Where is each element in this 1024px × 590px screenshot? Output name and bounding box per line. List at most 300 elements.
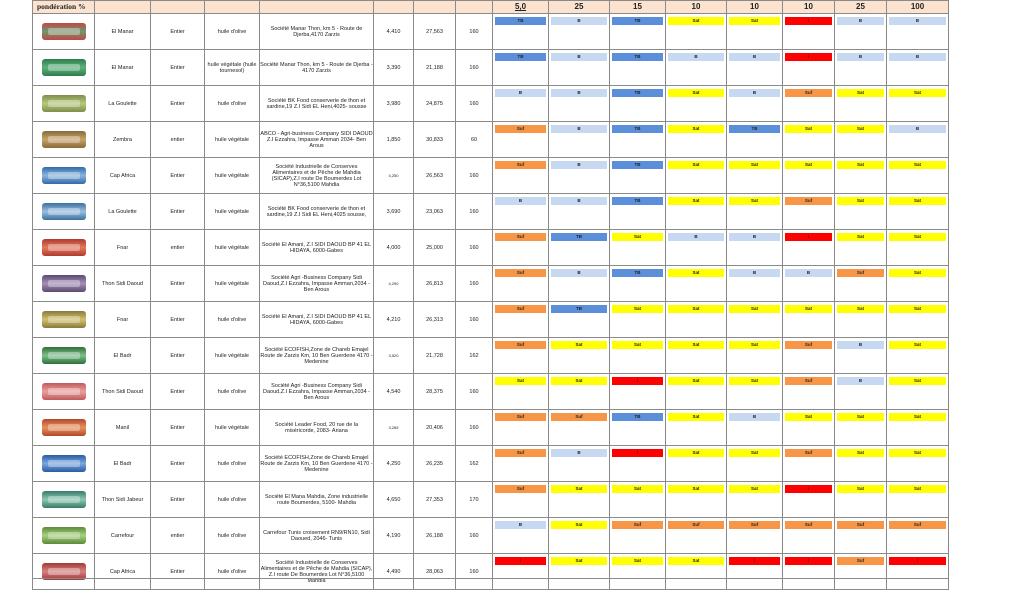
rating-badge: I: [785, 53, 832, 61]
price-cell: 4,250: [374, 446, 414, 482]
rating-badge: Sat: [668, 485, 724, 493]
rating-badge: B: [729, 89, 780, 97]
rating-badge: Sat: [729, 449, 780, 457]
rating-cell: [610, 518, 666, 554]
weight-cell: 160: [456, 14, 493, 50]
rating-cell: [549, 122, 610, 158]
rating-cell: [666, 194, 727, 230]
rating-badge: Sat: [729, 485, 780, 493]
price-cell: 4,190: [374, 518, 414, 554]
rating-badge: Sat: [729, 341, 780, 349]
rating-cell: [783, 194, 835, 230]
tuna-can-image: [42, 311, 86, 328]
rating-cell: [493, 194, 549, 230]
rating-badge: Suf: [837, 269, 884, 277]
weight-cell: 160: [456, 266, 493, 302]
rating-cell: [549, 518, 610, 554]
weight-cell: 160: [456, 50, 493, 86]
rating-cell: [887, 302, 949, 338]
rating-badge: Sat: [495, 377, 546, 385]
rating-badge: B: [551, 89, 607, 97]
tuna-can-image: [42, 59, 86, 76]
rating-badge: Sat: [889, 197, 946, 205]
rating-cell: [610, 230, 666, 266]
rating-badge: B: [837, 17, 884, 25]
brand-cell: Cap Africa: [95, 554, 151, 590]
rating-cell: [666, 446, 727, 482]
rating-cell: [727, 410, 783, 446]
rating-cell: [493, 410, 549, 446]
form-cell: Entier: [151, 554, 205, 590]
rating-badge: Sat: [889, 161, 946, 169]
rating-badge: Suf: [551, 413, 607, 421]
rating-cell: [783, 50, 835, 86]
rating-cell: [549, 338, 610, 374]
rating-cell: [549, 266, 610, 302]
company-cell: Société Industrielle de Conserves Alimentaires et de Pêche de Mahdia (SICAP),Z.I route De Boumerdes Lot N°36,5100 Mahdia: [260, 158, 374, 194]
oil-type-cell: huile végétale: [205, 338, 260, 374]
rating-badge: Suf: [495, 341, 546, 349]
price-cell: 3,265: [374, 410, 414, 446]
company-cell: Société El Mana Mahdia, Zone industrielle route Boumerdes, 5100- Mahdia: [260, 482, 374, 518]
weight-cell: 162: [456, 338, 493, 374]
rating-badge: B: [551, 269, 607, 277]
oil-type-cell: huile végétale (huile tournesol): [205, 50, 260, 86]
rating-cell: [549, 446, 610, 482]
brand-cell: Manil: [95, 410, 151, 446]
rating-badge: B: [668, 53, 724, 61]
brand-cell: Carrefour: [95, 518, 151, 554]
price-cell: 4,410: [374, 14, 414, 50]
rating-badge: Sat: [889, 233, 946, 241]
rating-cell: [493, 14, 549, 50]
ponderation-label: pondération %: [33, 1, 95, 14]
rating-cell: [727, 14, 783, 50]
rating-badge: Sat: [668, 269, 724, 277]
rating-badge: Sat: [612, 485, 663, 493]
rating-badge: Sat: [668, 197, 724, 205]
company-cell: Société Industrielle de Conserves Alimentaires et de Pêche de Mahdia (SICAP), Z.I route De Boumerdes Lot N°36,5100 Mahdia: [260, 554, 374, 590]
price-per-kg-cell: 23,063: [414, 194, 456, 230]
oil-type-cell: huile d'olive: [205, 302, 260, 338]
oil-type-cell: huile d'olive: [205, 518, 260, 554]
rating-cell: [727, 194, 783, 230]
tuna-can-image: [42, 455, 86, 472]
weight-cell: 160: [456, 518, 493, 554]
rating-cell: [666, 86, 727, 122]
rating-cell: [610, 14, 666, 50]
rating-badge: Sat: [729, 161, 780, 169]
company-cell: Société BK Food conserverie de thon et sardine,19 Z.I Sidi EL Heni,4025 sousse,: [260, 194, 374, 230]
rating-badge: Sat: [837, 485, 884, 493]
rating-cell: [835, 122, 887, 158]
rating-badge: B: [729, 413, 780, 421]
rating-badge: TB: [612, 53, 663, 61]
rating-cell: [783, 518, 835, 554]
rating-badge: Sat: [837, 197, 884, 205]
rating-cell: [666, 338, 727, 374]
rating-badge: I: [612, 449, 663, 457]
rating-cell: [610, 446, 666, 482]
rating-badge: Sat: [889, 305, 946, 313]
table-row: [33, 194, 949, 230]
table-row: [33, 374, 949, 410]
product-image-cell: [33, 122, 95, 158]
rating-badge: Sat: [612, 233, 663, 241]
rating-badge: TB: [495, 17, 546, 25]
header-blank: [414, 1, 456, 14]
rating-badge: Sat: [889, 413, 946, 421]
form-cell: Entier: [151, 482, 205, 518]
rating-cell: [887, 374, 949, 410]
rating-badge: Sat: [668, 89, 724, 97]
rating-badge: Sat: [729, 377, 780, 385]
rating-cell: [727, 518, 783, 554]
weight-cell: 160: [456, 230, 493, 266]
rating-cell: [727, 482, 783, 518]
rating-badge: Sat: [668, 557, 724, 565]
rating-badge: TB: [612, 413, 663, 421]
rating-cell: [835, 302, 887, 338]
rating-cell: [549, 50, 610, 86]
rating-cell: [666, 230, 727, 266]
rating-cell: [666, 158, 727, 194]
rating-cell: [727, 302, 783, 338]
product-image-cell: [33, 50, 95, 86]
oil-type-cell: huile d'olive: [205, 482, 260, 518]
rating-cell: [835, 446, 887, 482]
rating-cell: [549, 194, 610, 230]
rating-cell: [666, 518, 727, 554]
oil-type-cell: huile végétale: [205, 122, 260, 158]
rating-badge: Sat: [612, 557, 663, 565]
header-row: [33, 1, 949, 14]
rating-cell: [493, 374, 549, 410]
price-per-kg-cell: 26,813: [414, 266, 456, 302]
rating-badge: Suf: [495, 449, 546, 457]
brand-cell: La Goulette: [95, 194, 151, 230]
brand-cell: El Manar: [95, 14, 151, 50]
rating-badge: Suf: [495, 269, 546, 277]
rating-badge: Sat: [668, 341, 724, 349]
form-cell: entier: [151, 230, 205, 266]
rating-badge: TB: [612, 197, 663, 205]
form-cell: Entier: [151, 338, 205, 374]
price-per-kg-cell: 21,188: [414, 50, 456, 86]
rating-cell: [887, 50, 949, 86]
price-per-kg-cell: 28,063: [414, 554, 456, 590]
tuna-can-image: [42, 419, 86, 436]
rating-badge: TB: [612, 161, 663, 169]
tuna-can-image: [42, 275, 86, 292]
brand-cell: Thon Sidi Daoud: [95, 374, 151, 410]
rating-badge: B: [551, 161, 607, 169]
table-row: [33, 230, 949, 266]
rating-cell: [887, 230, 949, 266]
product-image-cell: [33, 446, 95, 482]
rating-cell: [783, 122, 835, 158]
price-cell: 3,390: [374, 50, 414, 86]
price-per-kg-cell: 24,875: [414, 86, 456, 122]
rating-cell: [549, 374, 610, 410]
product-image-cell: [33, 266, 95, 302]
rating-badge: Sat: [612, 341, 663, 349]
rating-badge: I: [785, 485, 832, 493]
price-per-kg-cell: 25,000: [414, 230, 456, 266]
price-per-kg-cell: 28,375: [414, 374, 456, 410]
brand-cell: Fnar: [95, 302, 151, 338]
rating-cell: [493, 302, 549, 338]
rating-cell: [610, 302, 666, 338]
rating-cell: [549, 302, 610, 338]
rating-cell: [783, 266, 835, 302]
rating-badge: Sat: [837, 161, 884, 169]
form-cell: Entier: [151, 86, 205, 122]
rating-badge: Sat: [837, 125, 884, 133]
brand-cell: Thon Sidi Daoud: [95, 266, 151, 302]
weight-header: 10: [727, 1, 783, 14]
form-cell: Entier: [151, 50, 205, 86]
table-row: [33, 446, 949, 482]
rating-badge: Suf: [729, 521, 780, 529]
rating-badge: Suf: [785, 521, 832, 529]
rating-cell: [493, 482, 549, 518]
rating-badge: Sat: [889, 485, 946, 493]
rating-badge: B: [551, 17, 607, 25]
rating-badge: Sat: [837, 89, 884, 97]
rating-cell: [727, 86, 783, 122]
weight-header: 25: [835, 1, 887, 14]
rating-cell: [835, 266, 887, 302]
oil-type-cell: huile d'olive: [205, 374, 260, 410]
form-cell: Entier: [151, 410, 205, 446]
rating-badge: Sat: [612, 305, 663, 313]
price-per-kg-cell: 27,563: [414, 14, 456, 50]
rating-badge: Sat: [785, 413, 832, 421]
form-cell: Entier: [151, 194, 205, 230]
rating-badge: Sat: [668, 413, 724, 421]
rating-badge: Sat: [551, 557, 607, 565]
rating-badge: Sat: [729, 17, 780, 25]
rating-cell: [835, 14, 887, 50]
rating-badge: B: [495, 521, 546, 529]
price-per-kg-cell: 26,313: [414, 302, 456, 338]
rating-badge: B: [668, 233, 724, 241]
tuna-can-image: [42, 239, 86, 256]
header-blank: [205, 1, 260, 14]
price-per-kg-cell: 26,563: [414, 158, 456, 194]
rating-badge: Suf: [612, 521, 663, 529]
rating-cell: [610, 86, 666, 122]
tuna-can-image: [42, 347, 86, 364]
rating-badge: Sat: [837, 449, 884, 457]
rating-cell: [887, 338, 949, 374]
company-cell: Société ECOFISH,Zone de Chareb Emajel Route de Zarzis Km, 10 Ben Guerdene 4170 - Medenine: [260, 338, 374, 374]
product-image-cell: [33, 302, 95, 338]
table-row: [33, 338, 949, 374]
rating-cell: [666, 14, 727, 50]
weight-cell: 160: [456, 86, 493, 122]
rating-badge: Sat: [668, 305, 724, 313]
rating-badge: Sat: [729, 305, 780, 313]
rating-badge: B: [889, 53, 946, 61]
product-image-cell: [33, 194, 95, 230]
rating-badge: Sat: [889, 341, 946, 349]
rating-badge: I: [495, 557, 546, 565]
rating-badge: B: [495, 197, 546, 205]
product-image-cell: [33, 374, 95, 410]
rating-badge: I: [729, 557, 780, 565]
price-per-kg-cell: 21,728: [414, 338, 456, 374]
rating-cell: [666, 374, 727, 410]
table-row: [33, 266, 949, 302]
oil-type-cell: huile végétale: [205, 158, 260, 194]
brand-cell: El Badr: [95, 446, 151, 482]
weight-cell: 160: [456, 374, 493, 410]
product-image-cell: [33, 338, 95, 374]
rating-cell: [727, 158, 783, 194]
rating-cell: [887, 14, 949, 50]
rating-badge: Suf: [785, 89, 832, 97]
rating-cell: [887, 86, 949, 122]
weight-header: 15: [610, 1, 666, 14]
rating-cell: [666, 50, 727, 86]
rating-badge: B: [729, 269, 780, 277]
rating-badge: Suf: [495, 161, 546, 169]
rating-cell: [549, 230, 610, 266]
rating-badge: TB: [612, 125, 663, 133]
rating-badge: Suf: [495, 485, 546, 493]
rating-cell: [727, 446, 783, 482]
rating-cell: [887, 518, 949, 554]
rating-cell: [493, 86, 549, 122]
rating-cell: [783, 158, 835, 194]
table-row: [33, 482, 949, 518]
rating-cell: [887, 194, 949, 230]
rating-cell: [727, 338, 783, 374]
form-cell: Entier: [151, 266, 205, 302]
rating-cell: [610, 410, 666, 446]
rating-badge: I: [785, 17, 832, 25]
rating-badge: Sat: [889, 449, 946, 457]
rating-cell: [783, 338, 835, 374]
price-cell: 1,850: [374, 122, 414, 158]
price-per-kg-cell: 26,188: [414, 518, 456, 554]
oil-type-cell: huile d'olive: [205, 446, 260, 482]
table-row: [33, 302, 949, 338]
rating-badge: Suf: [837, 557, 884, 565]
rating-cell: [783, 86, 835, 122]
price-per-kg-cell: 27,353: [414, 482, 456, 518]
rating-cell: [835, 338, 887, 374]
rating-badge: Sat: [837, 305, 884, 313]
rating-badge: TB: [495, 53, 546, 61]
header-blank: [456, 1, 493, 14]
company-cell: Société El Amani, Z.I SIDI DAOUD BP 41 EL HIDAYA, 6000-Gabes: [260, 230, 374, 266]
rating-badge: Sat: [889, 377, 946, 385]
price-cell: 4,250: [374, 158, 414, 194]
rating-badge: Sat: [889, 89, 946, 97]
rating-badge: Suf: [837, 521, 884, 529]
rating-cell: [549, 482, 610, 518]
rating-cell: [610, 194, 666, 230]
rating-cell: [666, 410, 727, 446]
rating-cell: [727, 230, 783, 266]
table-row: [33, 122, 949, 158]
rating-cell: [549, 158, 610, 194]
rating-cell: [493, 266, 549, 302]
company-cell: ABCO - Agri-business Company SIDI DAOUD Z.I Ezzahra, Impasse Amman 2034- Ben Arous: [260, 122, 374, 158]
rating-cell: [493, 230, 549, 266]
rating-badge: B: [551, 197, 607, 205]
price-cell: 3,690: [374, 194, 414, 230]
rating-cell: [610, 338, 666, 374]
form-cell: Entier: [151, 14, 205, 50]
header-blank: [95, 1, 151, 14]
form-cell: Entier: [151, 446, 205, 482]
form-cell: Entier: [151, 158, 205, 194]
rating-badge: B: [729, 53, 780, 61]
rating-badge: TB: [612, 269, 663, 277]
rating-badge: Sat: [551, 377, 607, 385]
rating-badge: B: [837, 377, 884, 385]
product-image-cell: [33, 518, 95, 554]
brand-cell: Cap Africa: [95, 158, 151, 194]
rating-cell: [549, 86, 610, 122]
rating-cell: [887, 158, 949, 194]
weight-header: 10: [783, 1, 835, 14]
rating-cell: [610, 266, 666, 302]
rating-cell: [835, 86, 887, 122]
rating-cell: [783, 446, 835, 482]
rating-badge: Sat: [837, 233, 884, 241]
rating-cell: [783, 14, 835, 50]
header-blank: [260, 1, 374, 14]
rating-cell: [610, 374, 666, 410]
rating-badge: Sat: [551, 521, 607, 529]
tuna-can-image: [42, 23, 86, 40]
table-row: [33, 158, 949, 194]
rating-badge: B: [551, 53, 607, 61]
form-cell: Entier: [151, 374, 205, 410]
price-cell: 4,540: [374, 374, 414, 410]
form-cell: entier: [151, 122, 205, 158]
rating-cell: [783, 410, 835, 446]
rating-cell: [887, 122, 949, 158]
rating-cell: [610, 50, 666, 86]
rating-badge: Sat: [551, 341, 607, 349]
rating-badge: Sat: [785, 305, 832, 313]
form-cell: Entier: [151, 302, 205, 338]
ratings-table: [32, 0, 949, 590]
rating-badge: Sat: [837, 413, 884, 421]
product-image-cell: [33, 14, 95, 50]
weight-cell: 160: [456, 194, 493, 230]
rating-badge: Suf: [495, 413, 546, 421]
company-cell: Société BK Food conserverie de thon et sardine,19 Z.I Sidi EL Heni,4025- sousse: [260, 86, 374, 122]
table-row: [33, 410, 949, 446]
price-per-kg-cell: 30,833: [414, 122, 456, 158]
rating-cell: [783, 374, 835, 410]
weight-header: 10: [666, 1, 727, 14]
weight-cell: 160: [456, 158, 493, 194]
oil-type-cell: huile d'olive: [205, 86, 260, 122]
rating-badge: I: [785, 233, 832, 241]
tuna-can-image: [42, 203, 86, 220]
price-cell: 4,490: [374, 554, 414, 590]
company-cell: Société El Amani, Z.I SIDI DAOUD BP 41 EL HIDAYA, 6000-Gabes: [260, 302, 374, 338]
weight-cell: 160: [456, 410, 493, 446]
